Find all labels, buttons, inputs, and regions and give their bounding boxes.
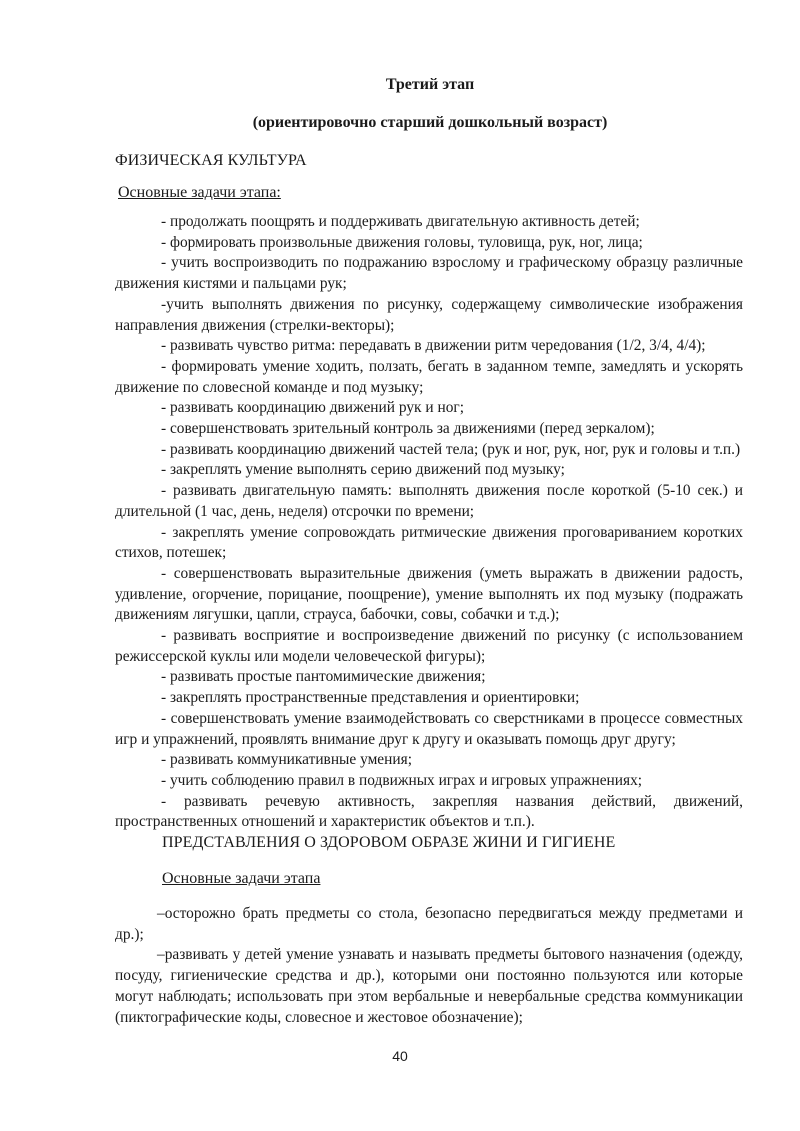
list-item: - закреплять пространственные представления и ориентировки; <box>161 689 580 707</box>
healthy-lifestyle-task-list <box>115 904 743 1028</box>
list-item: - совершенствовать выразительные движения (уметь выражать в движении радость, удивление, огорчение, порицание, поощрение), умение выполнять их под музыку (подражать движениям лягушки, цапли, страуса, бабочки, совы, собачки и т.д.); <box>115 564 743 624</box>
section-subtitle-tasks: Основные задачи этапа: <box>118 184 281 201</box>
list-item: - учить соблюдению правил в подвижных играх и игровых упражнениях; <box>161 771 643 789</box>
list-item: - формировать произвольные движения головы, туловища, рук, ног, лица; <box>161 233 643 251</box>
stage-heading: Третий этап <box>385 76 475 93</box>
list-item: - продолжать поощрять и поддерживать двигательную активность детей; <box>161 213 640 230</box>
list-item: - развивать коммуникативные умения; <box>161 751 412 769</box>
list-item: –осторожно брать предметы со стола, безопасно передвигаться между предметами и др.); <box>115 905 743 943</box>
list-item: - совершенствовать зрительный контроль за движениями (перед зеркалом); <box>161 420 655 438</box>
list-item: - закреплять умение сопровождать ритмические движения проговариванием коротких стихов, потешек; <box>115 523 743 562</box>
section-title-healthy-lifestyle: ПРЕДСТАВЛЕНИЯ О ЗДОРОВОМ ОБРАЗЕ ЖИНИ И ГИГИЕНЕ <box>162 834 616 851</box>
list-item: - развивать двигательную память: выполнять движения после короткой (5-10 сек.) и длительной (1 час, день, неделя) отсрочки по времени; <box>115 482 743 520</box>
physical-culture-task-list <box>115 212 743 833</box>
list-item: -учить выполнять движения по рисунку, содержащему символические изображения направления движения (стрелки-векторы); <box>115 295 743 334</box>
list-item: - развивать чувство ритма: передавать в движении ритм чередования (1/2, 3/4, 4/4); <box>161 337 706 355</box>
age-subheading: (ориентировочно старший дошкольный возраст) <box>252 114 608 131</box>
list-item: –развивать у детей умение узнавать и называть предметы бытового назначения (одежду, посуду, гигиенические средства и др.), которыми они постоянно пользуются или которые могут наблюдать; использовать при этом вербальные и невербальные средства коммуникации (пиктографические коды, словесное и жестовое обозначение); <box>115 946 743 1026</box>
list-item: - закреплять умение выполнять серию движений под музыку; <box>161 461 565 479</box>
list-item: - развивать речевую активность, закрепляя названия действий, движений, пространственных отношений и характеристик объектов и т.п.). <box>115 792 743 831</box>
list-item: - развивать восприятие и воспроизведение движений по рисунку (с использованием режиссерской куклы или модели человеческой фигуры); <box>115 627 743 665</box>
page-number: 40 <box>392 1048 408 1064</box>
section-subtitle-tasks-2: Основные задачи этапа <box>162 870 321 887</box>
list-item: - развивать координацию движений частей тела; (рук и ног, рук, ног, рук и головы и т.п.) <box>161 440 741 458</box>
list-item: - совершенствовать умение взаимодействовать со сверстниками в процессе совместных игр и упражнений, проявлять внимание друг к другу и оказывать помощь друг другу; <box>115 709 743 748</box>
list-item: - учить воспроизводить по подражанию взрослому и графическому образцу различные движения кистями и пальцами рук; <box>115 254 743 293</box>
list-item: - развивать координацию движений рук и ног; <box>161 399 464 417</box>
list-item: - развивать простые пантомимические движения; <box>161 668 486 686</box>
list-item: - формировать умение ходить, ползать, бегать в заданном темпе, замедлять и ускорять движение по словесной команде и под музыку; <box>115 357 743 396</box>
section-title-physical-culture: ФИЗИЧЕСКАЯ КУЛЬТУРА <box>115 152 307 169</box>
